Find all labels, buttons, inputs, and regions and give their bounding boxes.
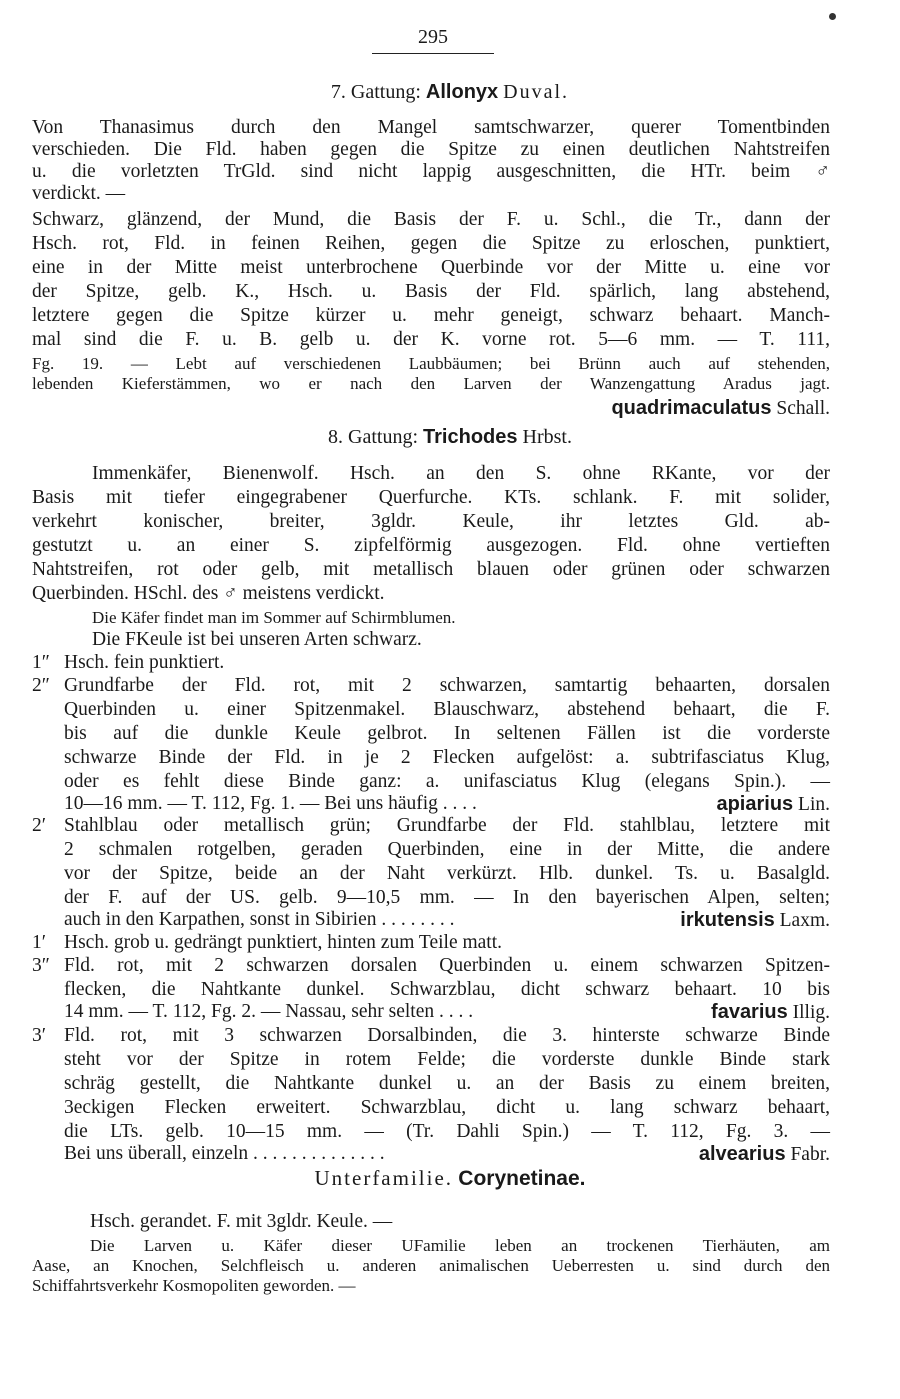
species-author: Illig.: [792, 1002, 830, 1023]
text-line: letztere gegen die Spitze kürzer u. mehr geneigt, schwarz behaart. Manch-: [32, 305, 830, 326]
key-text: 10—16 mm. — T. 112, Fg. 1. — Bei uns häufig . . . .: [64, 793, 477, 814]
key-text: auch in den Karpathen, sonst in Sibirien . . . . . . . .: [64, 909, 455, 930]
text-line: Schwarz, glänzend, der Mund, die Basis der F. u. Schl., die Tr., dann der: [32, 209, 830, 230]
key-entry: [32, 674, 830, 698]
key-mark: 1′: [32, 932, 47, 953]
key-text: schräg gestellt, die Nahtkante dunkel u. an der Basis zu einem breiten,: [64, 1073, 830, 1094]
text-line: verkehrt konischer, breiter, 3gldr. Keule, ihr letztes Gld. ab-: [32, 511, 830, 532]
text-line: gestutzt u. an einer S. zipfelförmig ausgezogen. Fld. ohne vertieften: [32, 535, 830, 556]
key-species-line: [32, 1142, 830, 1166]
subfamily-name: Corynetinae.: [458, 1167, 586, 1190]
key-text: Stahlblau oder metallisch grün; Grundfarbe der Fld. stahlblau, letztere mit: [64, 815, 830, 836]
text-line: u. die vorletzten TrGld. sind nicht lappig ausgeschnitten, die HTr. beim ♂: [32, 161, 830, 182]
species-author: Lin.: [798, 794, 830, 815]
text-line: mal sind die F. u. B. gelb u. der K. vorne rot. 5—6 mm. — T. 111,: [32, 329, 830, 350]
species-author: Fabr.: [790, 1144, 830, 1165]
section-heading-allonyx: [0, 80, 900, 104]
text-line: Von Thanasimus durch den Mangel samtschwarzer, querer Tomentbinden: [32, 117, 830, 138]
genus-author: Duval.: [503, 81, 570, 103]
species-name: quadrimaculatus: [611, 397, 772, 419]
text-line: Hsch. gerandet. F. mit 3gldr. Keule. —: [90, 1211, 393, 1232]
genus-name: Allonyx: [425, 81, 499, 103]
species-line: [32, 396, 830, 420]
text-line: Schiffahrtsverkehr Kosmopoliten geworden. —: [32, 1276, 356, 1295]
key-text: flecken, die Nahtkante dunkel. Schwarzblau, dicht schwarz behaart. 10 bis: [64, 979, 830, 1000]
genus-author: Hrbst.: [522, 426, 572, 448]
text-line: Querbinden. HSchl. des ♂ meistens verdickt.: [32, 583, 385, 604]
page-number: 295: [372, 24, 494, 54]
species-label: [680, 908, 830, 933]
text-line: Immenkäfer, Bienenwolf. Hsch. an den S. ohne RKante, vor der: [92, 463, 830, 484]
text-line: Hsch. rot, Fld. in feinen Reihen, gegen die Spitze zu erloschen, punktiert,: [32, 233, 830, 254]
heading-prefix: 7. Gattung:: [330, 81, 421, 103]
key-text: Hsch. fein punktiert.: [64, 652, 225, 673]
key-text: vor der Spitze, beide an der Naht verkürzt. Hlb. dunkel. Ts. u. Basalgld.: [64, 863, 830, 884]
species-name: favarius: [711, 1001, 788, 1023]
key-mark: 1″: [32, 652, 50, 673]
text-line: Die Larven u. Käfer dieser UFamilie leben an trockenen Tierhäuten, am: [90, 1236, 830, 1255]
key-text: schwarze Binde der Fld. in je 2 Flecken aufgelöst: a. subtrifasciatus Klug,: [64, 747, 830, 768]
species-label: [711, 1000, 830, 1025]
text-line: Basis mit tiefer eingegrabener Querfurche. KTs. schlank. F. mit solider,: [32, 487, 830, 508]
key-text: Fld. rot, mit 2 schwarzen dorsalen Querbinden u. einem schwarzen Spitzen-: [64, 955, 830, 976]
key-text: die LTs. gelb. 10—15 mm. — (Tr. Dahli Spin.) — T. 112, Fg. 3. —: [64, 1121, 830, 1142]
text-line: verdickt. —: [32, 183, 126, 204]
key-text: 3eckigen Flecken erweitert. Schwarzblau, dicht u. lang schwarz behaart,: [64, 1097, 830, 1118]
key-text: Fld. rot, mit 3 schwarzen Dorsalbinden, die 3. hinterste schwarze Binde: [64, 1025, 830, 1046]
key-species-line: [32, 1000, 830, 1024]
key-text: bis auf die dunkle Keule gelbrot. In seltenen Fällen ist die vorderste: [64, 723, 830, 744]
key-entry: [32, 1024, 830, 1048]
key-species-line: [32, 792, 830, 816]
key-mark: 2″: [32, 675, 50, 696]
key-text: 2 schmalen rotgelben, geraden Querbinden, eine in der Mitte, die andere: [64, 839, 830, 860]
key-text: Querbinden u. einer Spitzenmakel. Blauschwarz, abstehend behaart, die F.: [64, 699, 830, 720]
section-heading-trichodes: [0, 425, 900, 449]
species-name: apiarius: [716, 793, 794, 815]
key-text: der F. auf der US. gelb. 9—10,5 mm. — In den bayerischen Alpen, selten;: [64, 887, 830, 908]
ink-speck: [829, 13, 836, 20]
text-line: Die Käfer findet man im Sommer auf Schirmblumen.: [92, 608, 456, 627]
key-species-line: [32, 908, 830, 932]
text-line: lebenden Kieferstämmen, wo er nach den Larven der Wanzengattung Aradus jagt.: [32, 374, 830, 393]
subfamily-heading: [0, 1166, 900, 1191]
key-entry: [32, 651, 830, 675]
key-entry: [32, 931, 830, 955]
text-line: Fg. 19. — Lebt auf verschiedenen Laubbäumen; bei Brünn auch auf stehenden,: [32, 354, 830, 373]
species-name: alvearius: [698, 1143, 786, 1165]
key-entry: [32, 954, 830, 978]
key-text: oder es fehlt diese Binde ganz: a. unifasciatus Klug (elegans Spin.). —: [64, 771, 830, 792]
text-line: eine in der Mitte meist unterbrochene Querbinde vor der Mitte u. eine vor: [32, 257, 830, 278]
species-name: irkutensis: [680, 909, 775, 931]
text-line: Nahtstreifen, rot oder gelb, mit metallisch blauen oder grünen oder schwarzen: [32, 559, 830, 580]
heading-prefix: Unterfamilie.: [314, 1166, 454, 1190]
species-label: [699, 1142, 830, 1167]
species-author: Schall.: [776, 398, 830, 419]
text-line: verschieden. Die Fld. haben gegen die Spitze zu einen deutlichen Nahtstreifen: [32, 139, 830, 160]
key-text: Grundfarbe der Fld. rot, mit 2 schwarzen, samtartig behaarten, dorsalen: [64, 675, 830, 696]
text-line: der Spitze, gelb. K., Hsch. u. Basis der Fld. spärlich, lang abstehend,: [32, 281, 830, 302]
key-mark: 2′: [32, 815, 47, 836]
key-text: Bei uns überall, einzeln . . . . . . . . . . . . . .: [64, 1143, 385, 1164]
key-text: steht vor der Spitze in rotem Felde; die vorderste dunkle Binde stark: [64, 1049, 830, 1070]
heading-prefix: 8. Gattung:: [328, 426, 419, 448]
genus-name: Trichodes: [423, 426, 518, 448]
text-line: Aase, an Knochen, Selchfleisch u. anderen animalischen Ueberresten u. sind durch den: [32, 1256, 830, 1275]
text-line: Die FKeule ist bei unseren Arten schwarz.: [92, 629, 422, 650]
key-entry: [32, 814, 830, 838]
key-mark: 3′: [32, 1025, 47, 1046]
key-text: 14 mm. — T. 112, Fg. 2. — Nassau, sehr selten . . . .: [64, 1001, 474, 1022]
key-text: Hsch. grob u. gedrängt punktiert, hinten zum Teile matt.: [64, 932, 503, 953]
key-mark: 3″: [32, 955, 50, 976]
species-author: Laxm.: [779, 910, 830, 931]
